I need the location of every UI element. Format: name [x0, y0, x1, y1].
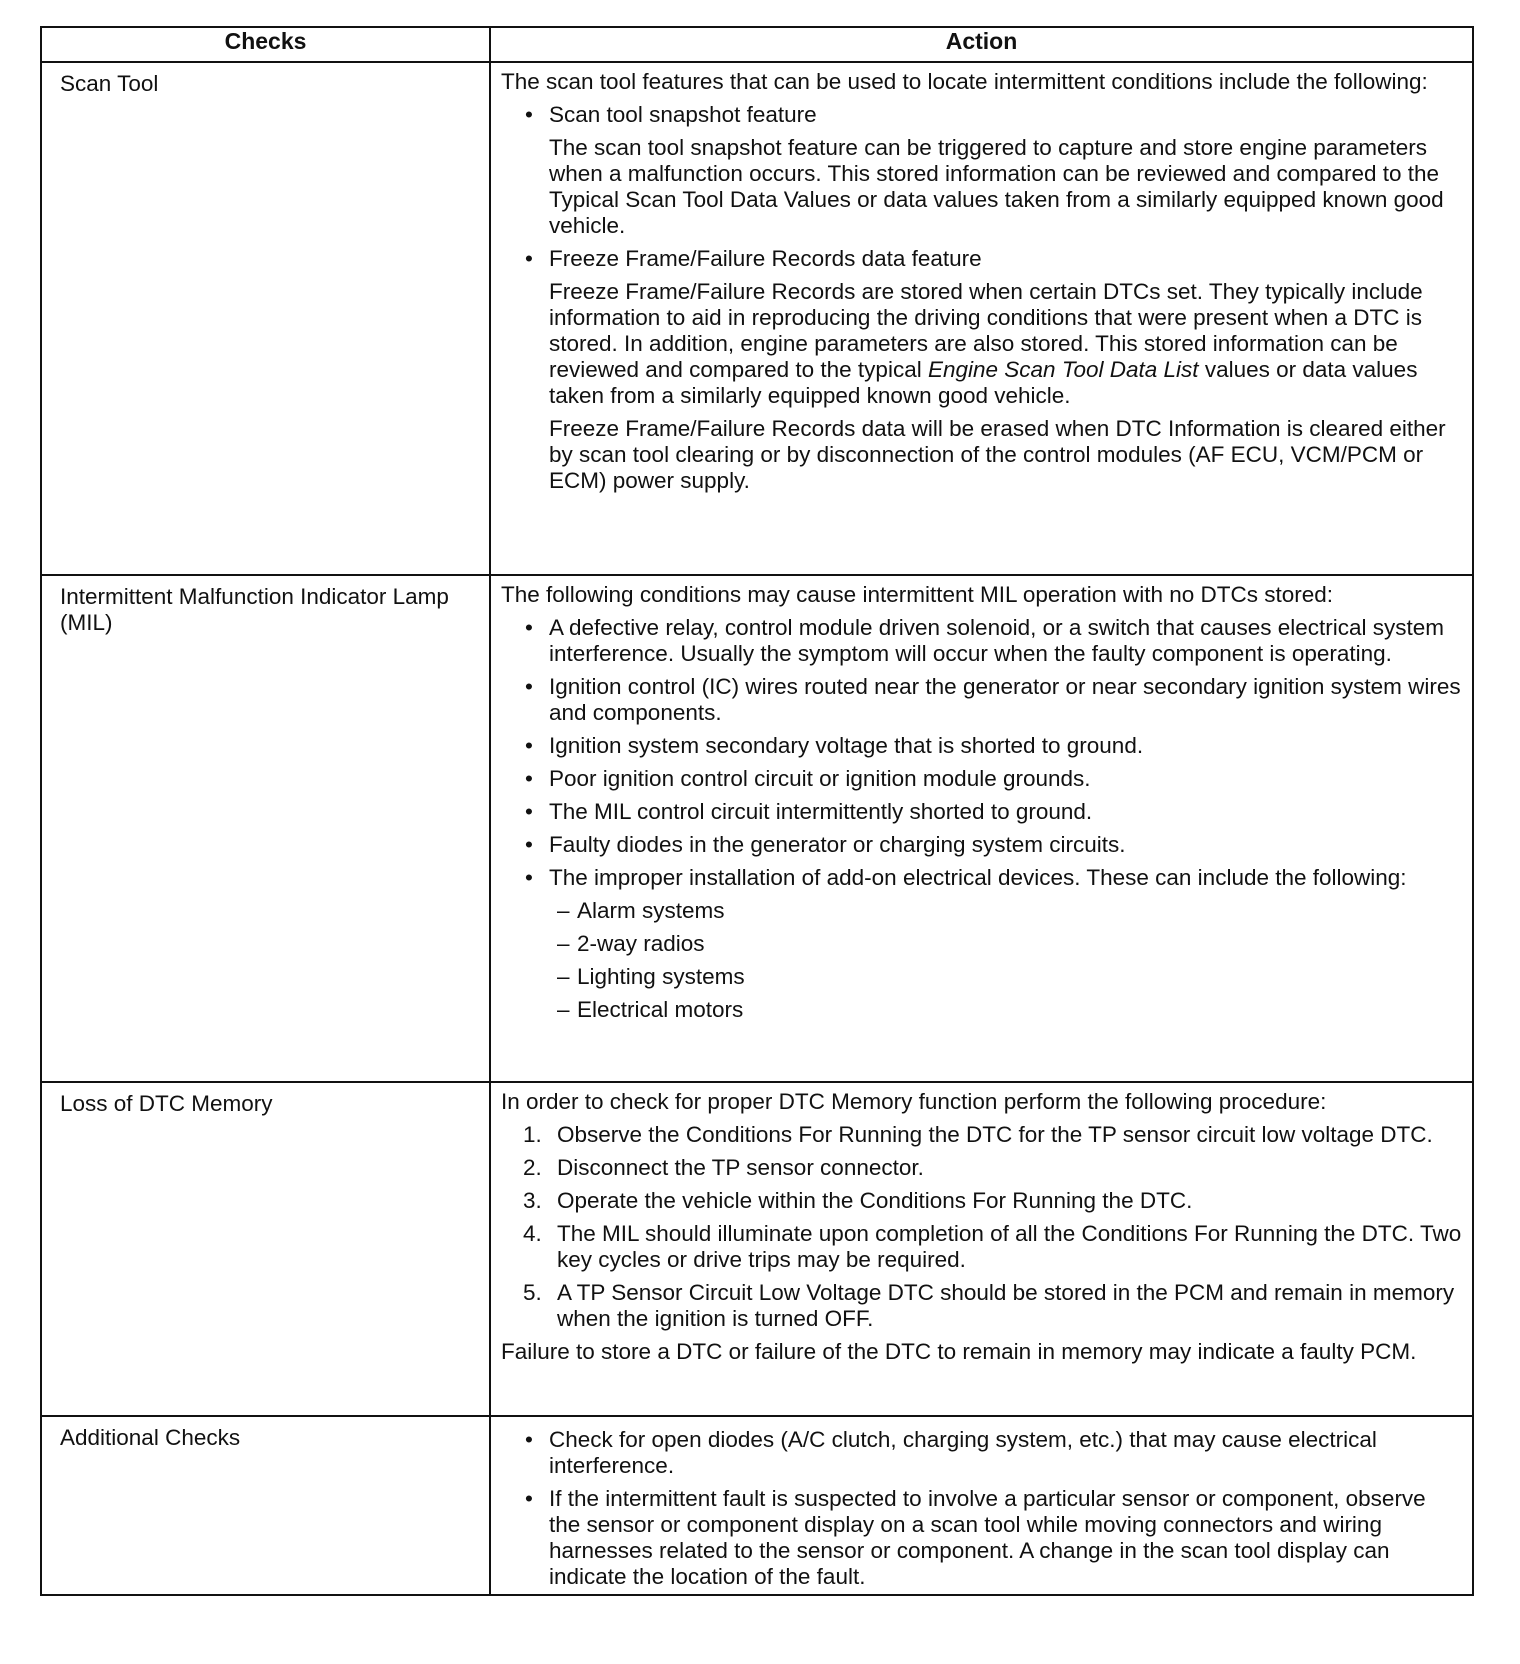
list-item: • Faulty diodes in the generator or charging system circuits. — [501, 832, 1462, 858]
action-loss-of-dtc-memory — [490, 1082, 1473, 1416]
action-intermittent-mil — [490, 575, 1473, 1082]
list-item — [501, 1188, 1462, 1214]
check-additional-checks: Additional Checks — [41, 1416, 490, 1595]
step-text: Observe the Conditions For Running the DTC for the TP sensor circuit low voltage DTC. — [557, 1122, 1433, 1147]
table-row — [41, 62, 1473, 575]
dtc-memory-steps — [501, 1122, 1462, 1332]
dtc-memory-outro: Failure to store a DTC or failure of the DTC to remain in memory may indicate a faulty PCM. — [501, 1339, 1417, 1364]
check-intermittent-mil: Intermittent Malfunction Indicator Lamp (MIL) — [41, 575, 490, 1082]
list-item: • Check for open diodes (A/C clutch, charging system, etc.) that may cause electrical interference. — [501, 1427, 1462, 1479]
add-on-devices-list — [549, 898, 1462, 1023]
add-on-devices-text: • The improper installation of add-on electrical devices. These can include the following: — [549, 865, 1407, 890]
list-item: – 2-way radios — [549, 931, 1462, 957]
list-item: – Lighting systems — [549, 964, 1462, 990]
check-scan-tool: Scan Tool — [41, 62, 490, 575]
snapshot-feature-text: The scan tool snapshot feature can be triggered to capture and store engine parameters when a malfunction occurs. This stored information can be reviewed and compared to the Typical Scan Tool Data Values or data values taken from a similarly equipped known good vehicle. — [549, 135, 1444, 238]
list-item: • A defective relay, control module driven solenoid, or a switch that causes electrical system interference. Usually the symptom will occur when the faulty component is operating. — [501, 615, 1462, 667]
action-additional-checks — [490, 1416, 1473, 1595]
list-item — [501, 1155, 1462, 1181]
table-row — [41, 1416, 1473, 1595]
list-item — [501, 102, 1462, 239]
list-item: • If the intermittent fault is suspected to involve a particular sensor or component, observe the sensor or component display on a scan tool while moving connectors and wiring harnesses related to the sensor or component. A change in the scan tool display can indicate the location of the fault. — [501, 1486, 1462, 1590]
step-text: Disconnect the TP sensor connector. — [557, 1155, 924, 1180]
freeze-frame-erase-text: Freeze Frame/Failure Records data will be erased when DTC Information is cleared either by scan tool clearing or by disconnection of the control modules (AF ECU, VCM/PCM or ECM) power supply. — [549, 416, 1446, 493]
list-item: • Poor ignition control circuit or ignition module grounds. — [501, 766, 1462, 792]
snapshot-feature-title: • Scan tool snapshot feature — [549, 102, 817, 127]
checks-column-header: Checks — [41, 27, 490, 62]
freeze-frame-title: • Freeze Frame/Failure Records data feature — [549, 246, 982, 271]
list-item: • The MIL control circuit intermittently shorted to ground. — [501, 799, 1462, 825]
step-number: 1. — [523, 1122, 542, 1147]
list-item — [501, 865, 1462, 1023]
table-row — [41, 575, 1473, 1082]
table-row — [41, 1082, 1473, 1416]
step-text: The MIL should illuminate upon completion of all the Conditions For Running the DTC. Two key cycles or drive trips may be required. — [557, 1221, 1462, 1272]
freeze-frame-text-a: Freeze Frame/Failure Records are stored when certain DTCs set. They typically include information to aid in reproducing the driving conditions that were present when a DTC is stored. In addition, engine parameters are also stored. This stored information can be reviewed and compared to the typical — [549, 279, 1423, 382]
action-scan-tool — [490, 62, 1473, 575]
freeze-frame-text-b: values or data values taken from a similarly equipped known good vehicle. — [549, 357, 1418, 408]
step-number: 3. — [523, 1188, 542, 1213]
list-item — [501, 246, 1462, 494]
freeze-frame-text — [549, 279, 1462, 409]
list-item: – Electrical motors — [549, 997, 1462, 1023]
step-number: 4. — [523, 1221, 542, 1246]
step-number: 5. — [523, 1280, 542, 1305]
mil-intro: The following conditions may cause intermittent MIL operation with no DTCs stored: — [501, 582, 1334, 607]
mil-conditions-list — [501, 615, 1462, 1023]
scan-tool-intro: The scan tool features that can be used to locate intermittent conditions include the following: — [501, 69, 1428, 94]
step-number: 2. — [523, 1155, 542, 1180]
list-item — [501, 1221, 1462, 1273]
action-column-header: Action — [490, 27, 1473, 62]
step-text: A TP Sensor Circuit Low Voltage DTC should be stored in the PCM and remain in memory when the ignition is turned OFF. — [557, 1280, 1455, 1331]
step-text: Operate the vehicle within the Conditions For Running the DTC. — [557, 1188, 1193, 1213]
list-item: – Alarm systems — [549, 898, 1462, 924]
list-item — [501, 1122, 1462, 1148]
check-loss-of-dtc-memory: Loss of DTC Memory — [41, 1082, 490, 1416]
list-item: • Ignition system secondary voltage that is shorted to ground. — [501, 733, 1462, 759]
list-item — [501, 1280, 1462, 1332]
additional-checks-list — [501, 1427, 1462, 1590]
engine-scan-tool-data-list: Engine Scan Tool Data List — [927, 357, 1199, 382]
table-header-row — [41, 27, 1473, 62]
dtc-memory-intro: In order to check for proper DTC Memory function perform the following procedure: — [501, 1089, 1327, 1114]
checks-action-table — [40, 26, 1474, 1596]
list-item: • Ignition control (IC) wires routed near the generator or near secondary ignition system wires and components. — [501, 674, 1462, 726]
scan-tool-features-list — [501, 102, 1462, 494]
